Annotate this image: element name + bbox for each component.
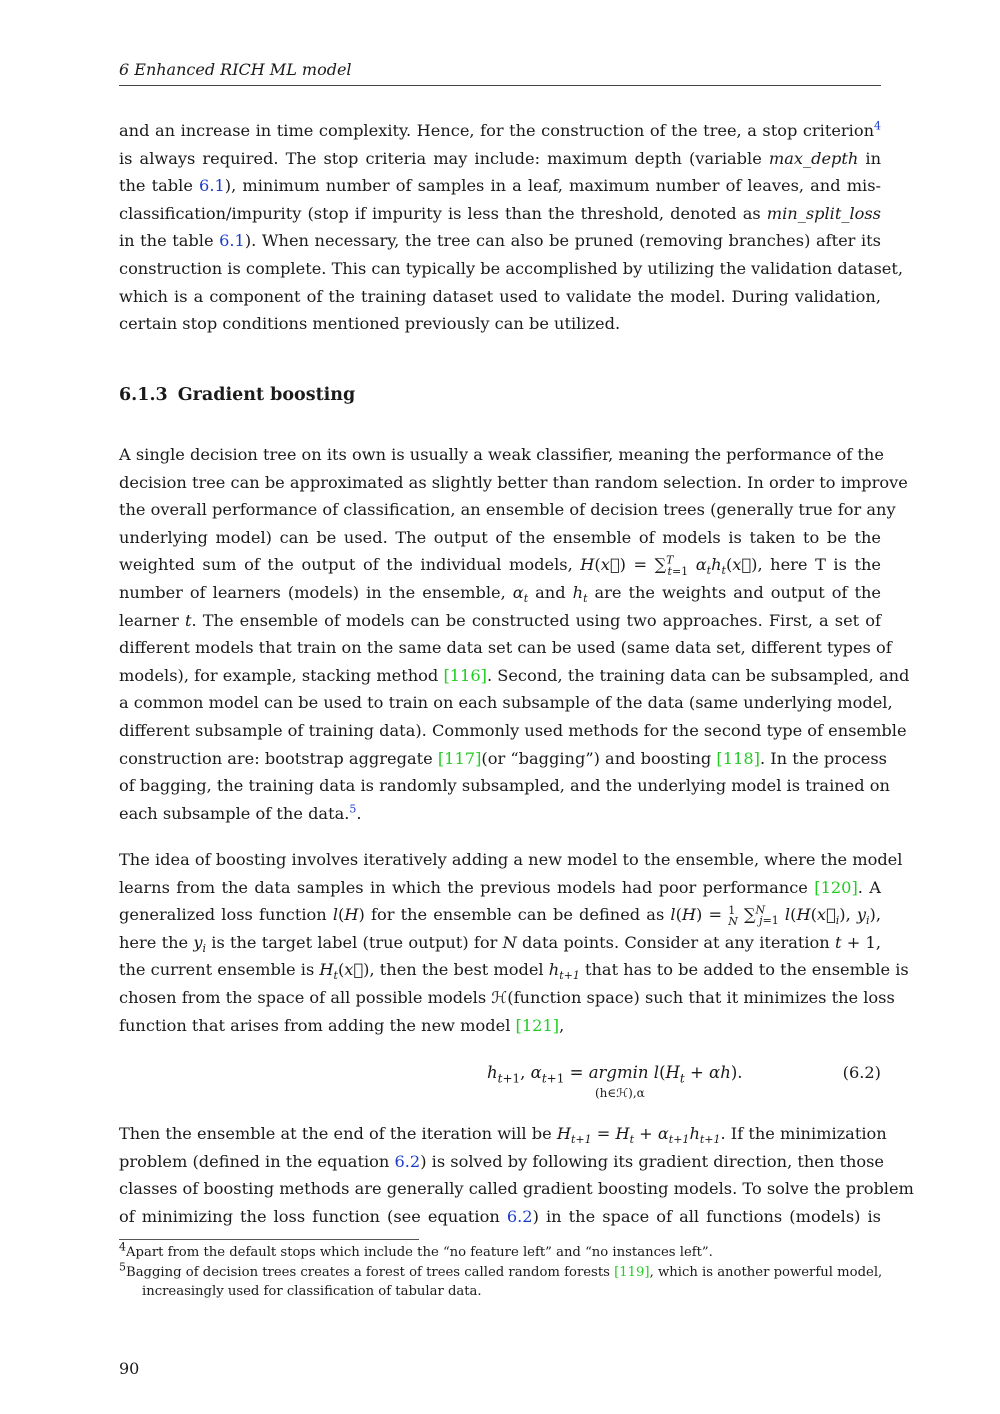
section-number: 6.1.3: [119, 385, 168, 405]
inline-math: l(H) = 1 N ∑$^N_{j=1}$ $l(H(x⃗_i)$, $y_i$),: [670, 903, 882, 928]
text-line: of minimizing the loss function (see equation 6.2) in the space of all functions (models) is: [119, 1206, 881, 1226]
footnote-4: $^4$Apart from the default stops which include the “no feature left” and “no instances left”.: [119, 1240, 713, 1260]
text-line: function that arises from adding the new model [121],: [119, 1015, 565, 1035]
text-line: The idea of boosting involves iteratively adding a new model to the ensemble, where the model: [119, 850, 903, 869]
text-line: is always required. The stop criteria may include: maximum depth (variable max_depth in: [119, 148, 882, 168]
running-head: 6 Enhanced RICH ML model: [119, 60, 352, 79]
text-line: learns from the data samples in which the previous models had poor performance [120]. A: [119, 877, 881, 897]
text-line: in the table 6.1). When necessary, the tree can also be pruned (removing branches) after its: [119, 231, 881, 251]
text-line: chosen from the space of all possible models ℋ(function space) such that it minimizes the loss: [119, 987, 895, 1007]
equation-subscript: (h∈ℋ),α: [595, 1086, 645, 1100]
paragraph-stop-criteria: [119, 117, 904, 338]
footnote-ref-4[interactable]: 4: [874, 119, 881, 133]
text-line: different subsample of training data). Commonly used methods for the second type of ensemble: [119, 720, 907, 740]
text-line: construction is complete. This can typically be accomplished by utilizing the validation dataset,: [119, 258, 904, 278]
text-line: construction are: bootstrap aggregate [117](or “bagging”) and boosting [118]. In the process: [119, 748, 887, 768]
text-line: different models that train on the same data set can be used (same data set, different types of: [119, 638, 892, 658]
section-heading: [119, 385, 355, 405]
footnote-5: $^5$Bagging of decision trees creates a forest of trees called random forests [119], which is another powerful model, increasingly used for classification of tabular data.: [119, 1260, 883, 1299]
display-equation: [119, 1063, 881, 1107]
paragraph-ensemble: [119, 441, 910, 827]
citation-link[interactable]: [121]: [515, 1015, 560, 1035]
citation-link[interactable]: [119]: [614, 1265, 650, 1280]
text-line: the overall performance of classification, an ensemble of decision trees (generally true for any: [119, 500, 896, 520]
citation-link[interactable]: [120]: [814, 877, 858, 897]
header-rule: [119, 85, 881, 86]
text-line: models), for example, stacking method [116]. Second, the training data can be subsampled, and: [119, 665, 910, 685]
text-line: a common model can be used to train on each subsample of the data (same underlying model,: [119, 693, 893, 713]
footnote-rule: [119, 1239, 419, 1240]
equation-body: $h_{t+1}$, $\alpha_{t+1} = argmin$ $l(H_t + \alpha h)$.: [487, 1063, 743, 1086]
text-line: classification/impurity (stop if impurity is less than the threshold, denoted as min_split_loss: [119, 203, 881, 223]
citation-link[interactable]: [118]: [716, 748, 760, 768]
text-line: learner t. The ensemble of models can be constructed using two approaches. First, a set of: [119, 610, 881, 630]
page-number: 90: [119, 1359, 140, 1378]
text-line: here the $y_i$ is the target label (true output) for N data points. Consider at any iteration t + 1,: [119, 932, 881, 956]
text-line: the table 6.1), minimum number of samples in a leaf, maximum number of leaves, and mis-: [119, 176, 881, 196]
text-line: number of learners (models) in the ensemble, $\alpha_t$ and $h_t$ are the weights and output of the: [119, 582, 882, 606]
text-line: Then the ensemble at the end of the iteration will be $H_{t+1} = H_t + \alpha_{t+1}h_{t+1}$. If the minimization: [119, 1124, 887, 1147]
text-line: certain stop conditions mentioned previously can be utilized.: [119, 314, 621, 334]
text-line: A single decision tree on its own is usually a weak classifier, meaning the performance of the: [119, 445, 884, 464]
inline-math: H(x⃗) = ∑$^T_{t=1}$ $\alpha_th_t(x⃗)$: [580, 553, 758, 578]
table-ref-link[interactable]: 6.1: [199, 176, 225, 196]
table-ref-link[interactable]: 6.1: [219, 231, 245, 251]
section-title: Gradient boosting: [177, 385, 356, 405]
text-line: generalized loss function l(H) for the ensemble can be defined as l(H) = 1 N ∑$^N_{j=1}$ $l(H(x⃗_i)$, $y_i$),: [119, 903, 882, 928]
footnote-ref-5[interactable]: 5: [349, 802, 357, 816]
text-line: of bagging, the training data is randomly subsampled, and the underlying model is trained on: [119, 776, 890, 796]
citation-link[interactable]: [116]: [443, 665, 487, 685]
text-line: which is a component of the training dataset used to validate the model. During validation,: [119, 286, 881, 306]
citation-link[interactable]: [117]: [437, 748, 482, 768]
text-line: and an increase in time complexity. Hence, for the construction of the tree, a stop criterion$^4$: [119, 119, 881, 140]
paragraph-boosting: [119, 846, 909, 1039]
text-line: classes of boosting methods are generally called gradient boosting models. To solve the problem: [119, 1179, 914, 1199]
text-line: underlying model) can be used. The output of the ensemble of models is taken to be the: [119, 527, 881, 547]
equation-ref-link[interactable]: 6.2: [506, 1206, 533, 1226]
text-line: problem (defined in the equation 6.2) is solved by following its gradient direction, then those: [119, 1151, 885, 1171]
paragraph-gradient: [119, 1120, 914, 1230]
text-line: each subsample of the data.$^5$.: [119, 802, 362, 823]
text-line: the current ensemble is $H_t(x⃗)$, then the best model $h_{t+1}$ that has to be added to the ensemble is: [119, 960, 909, 983]
equation-number: (6.2): [842, 1063, 881, 1082]
text-line: weighted sum of the output of the individual models, H(x⃗) = ∑$^T_{t=1}$ $\alpha_th_t(x⃗)$, here T is the: [119, 553, 881, 578]
equation-ref-link[interactable]: 6.2: [394, 1151, 421, 1171]
text-line: decision tree can be approximated as slightly better than random selection. In order to improve: [119, 472, 908, 492]
